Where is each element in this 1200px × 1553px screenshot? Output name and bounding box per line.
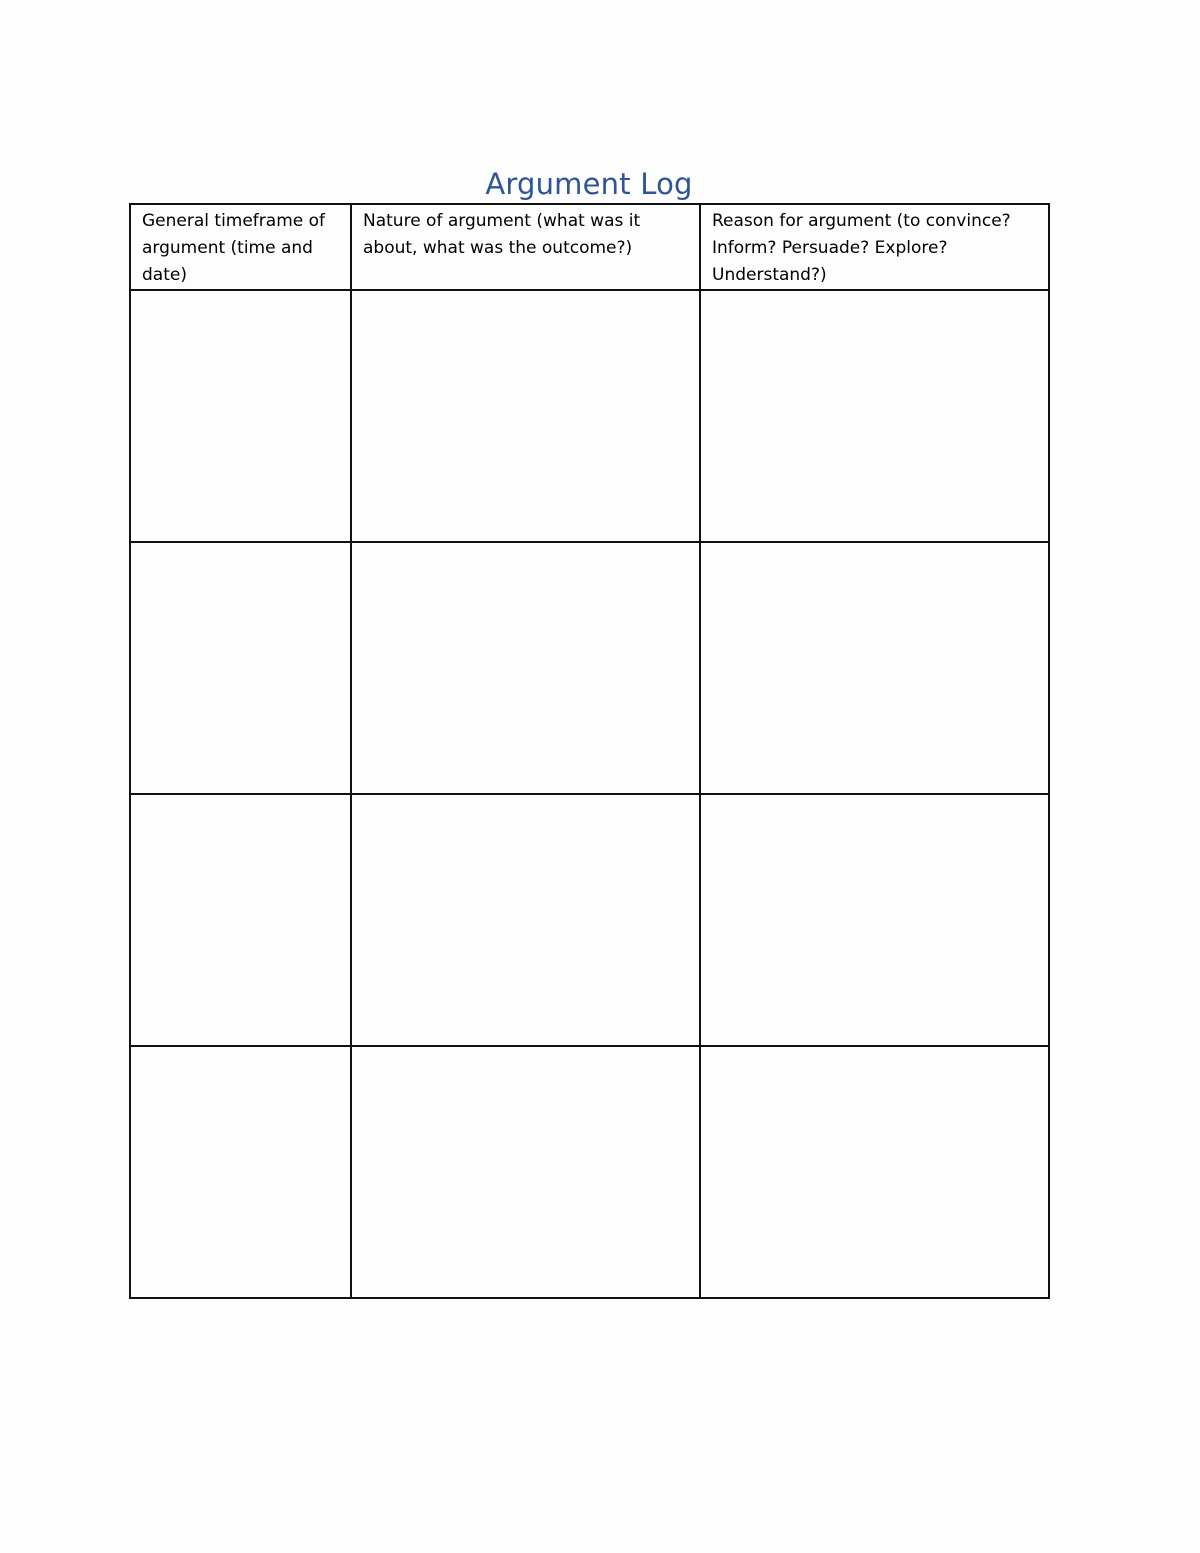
- table-row: [130, 1046, 1049, 1298]
- table-cell[interactable]: [351, 1046, 700, 1298]
- column-header-reason: Reason for argument (to convince? Inform? Persuade? Explore? Understand?): [700, 204, 1049, 290]
- table-cell[interactable]: [700, 794, 1049, 1046]
- table-cell[interactable]: [351, 794, 700, 1046]
- table-cell[interactable]: [700, 1046, 1049, 1298]
- table-cell[interactable]: [700, 542, 1049, 794]
- column-header-nature: Nature of argument (what was it about, what was the outcome?): [351, 204, 700, 290]
- table-cell[interactable]: [351, 290, 700, 542]
- table-cell[interactable]: [700, 290, 1049, 542]
- table-cell[interactable]: [130, 542, 351, 794]
- table-header-row: [130, 204, 1049, 290]
- table-row: [130, 794, 1049, 1046]
- table-row: [130, 542, 1049, 794]
- table-cell[interactable]: [130, 1046, 351, 1298]
- argument-log-table: [129, 203, 1050, 1299]
- table-cell[interactable]: [351, 542, 700, 794]
- table-cell[interactable]: [130, 794, 351, 1046]
- table-row: [130, 290, 1049, 542]
- table-cell[interactable]: [130, 290, 351, 542]
- document-title: Argument Log: [485, 167, 693, 201]
- column-header-timeframe: General timeframe of argument (time and date): [130, 204, 351, 290]
